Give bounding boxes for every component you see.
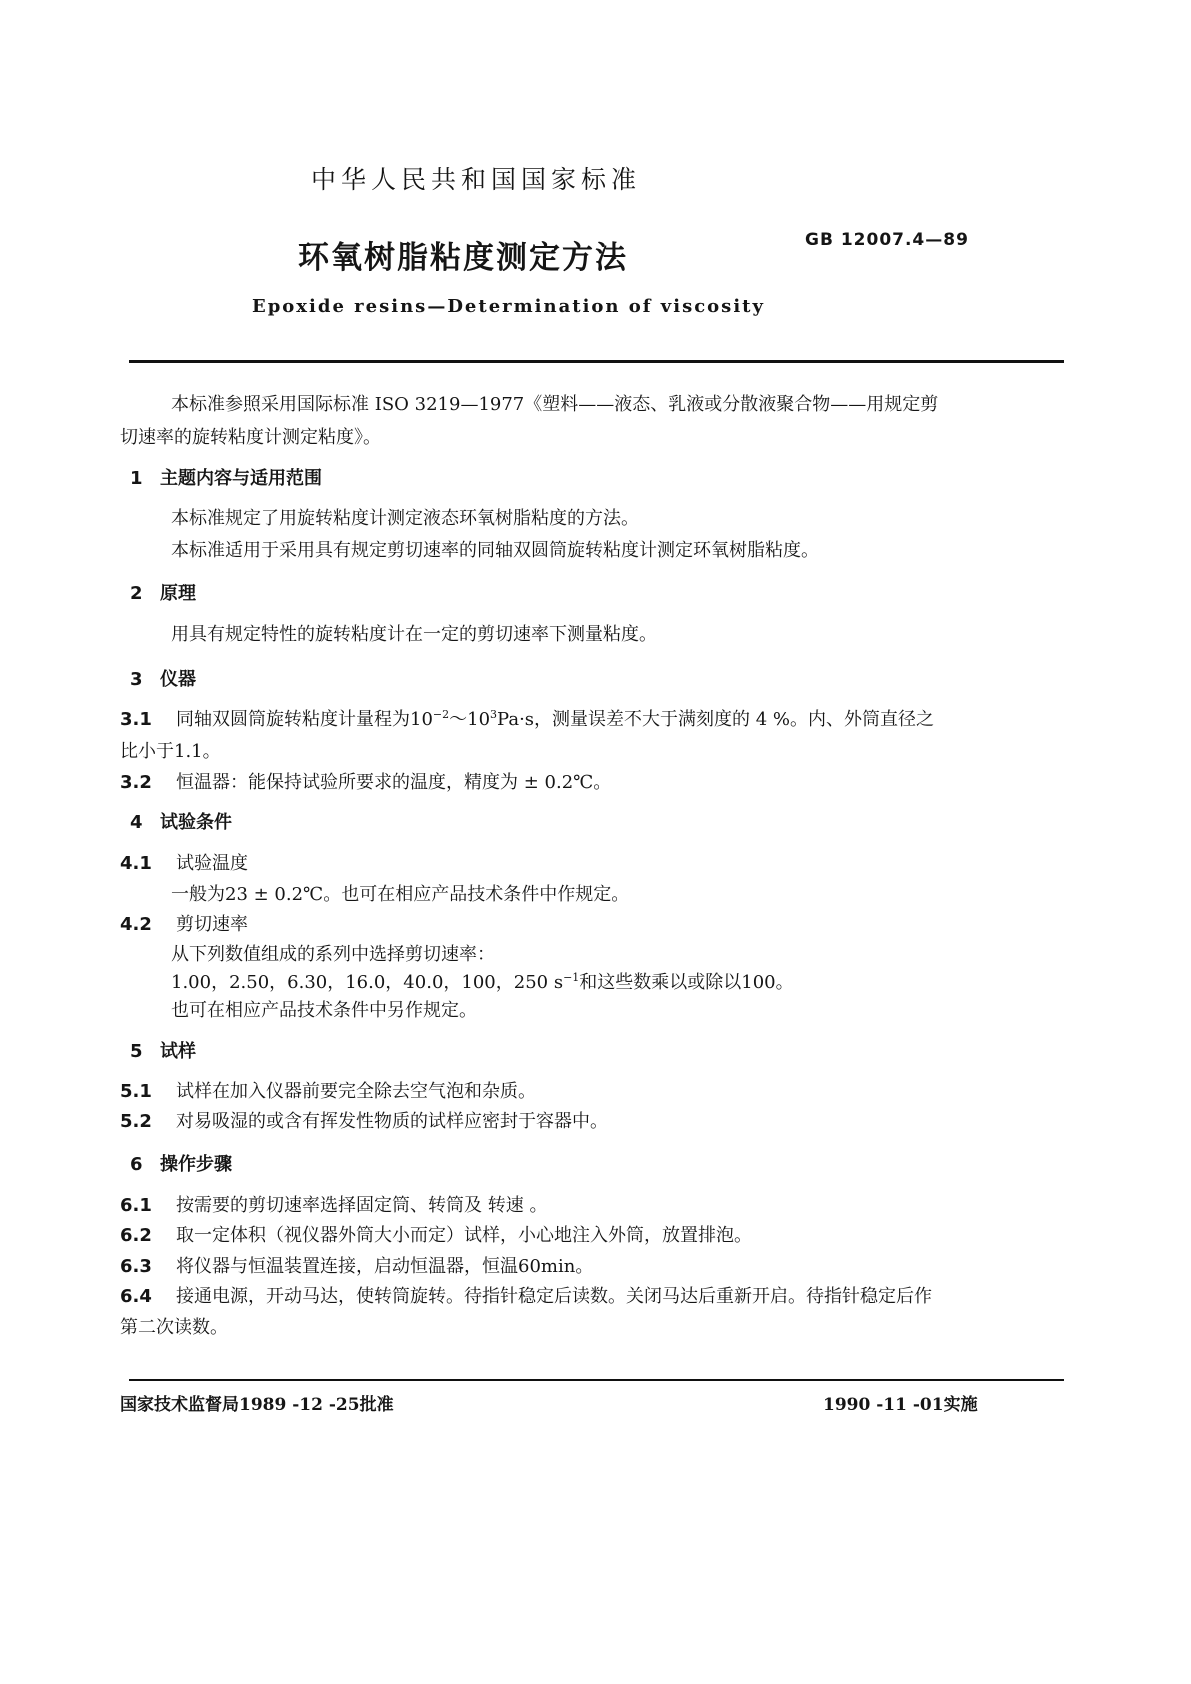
header-rule: [129, 360, 1064, 363]
exponent: −2: [432, 708, 450, 721]
clause-text: Pa·s，测量误差不大于满刻度的 4 %。内、外筒直径之: [497, 709, 935, 730]
section-number: 3: [130, 669, 143, 690]
clause-4-2-line-3: 也可在相应产品技术条件中另作规定。: [171, 1000, 477, 1021]
clause-number: 6.4: [120, 1286, 152, 1307]
document-title-cn: 环氧树脂粘度测定方法: [298, 240, 628, 276]
clause-4-2: [120, 909, 248, 940]
clause-number: 3.1: [120, 709, 152, 730]
clause-text: 试样在加入仪器前要完全除去空气泡和杂质。: [176, 1081, 536, 1102]
section-3-heading: [130, 664, 196, 695]
section-number: 2: [130, 583, 143, 604]
section-1-line-2: 本标准适用于采用具有规定剪切速率的同轴双圆筒旋转粘度计测定环氧树脂粘度。: [171, 540, 819, 561]
clause-number: 6.1: [120, 1195, 152, 1216]
document-title-en: Epoxide resins—Determination of viscosity: [252, 296, 765, 317]
section-number: 4: [130, 812, 143, 833]
clause-text: ～10: [449, 709, 491, 730]
clause-4-2-line-2: [171, 967, 794, 998]
clause-3-1-line-2: 比小于1.1。: [120, 741, 221, 762]
clause-number: 4.1: [120, 853, 152, 874]
clause-4-1: [120, 848, 248, 879]
exponent: 3: [490, 708, 498, 721]
clause-text: 接通电源，开动马达，使转筒旋转。待指针稳定后读数。关闭马达后重新开启。待指针稳定后作: [176, 1286, 932, 1307]
clause-3-2: [120, 767, 611, 798]
section-title: 原理: [160, 583, 196, 604]
clause-6-1: [120, 1190, 547, 1221]
clause-text: 按需要的剪切速率选择固定筒、转筒及 转速 。: [176, 1195, 548, 1216]
clause-title: 剪切速率: [176, 914, 248, 935]
section-number: 6: [130, 1154, 143, 1175]
approval-date: 国家技术监督局1989 -12 -25批准: [120, 1395, 394, 1415]
clause-number: 6.3: [120, 1256, 152, 1277]
clause-5-1: [120, 1076, 536, 1107]
section-2-heading: [130, 578, 196, 609]
section-5-heading: [130, 1036, 196, 1067]
section-6-heading: [130, 1149, 232, 1180]
section-4-heading: [130, 807, 232, 838]
section-title: 试验条件: [160, 812, 232, 833]
national-standard-heading: 中华人民共和国国家标准: [311, 165, 642, 194]
clause-6-3: [120, 1251, 593, 1282]
clause-title: 试验温度: [176, 853, 248, 874]
shear-rate-series: 1.00，2.50，6.30，16.0，40.0，100，250 s: [171, 972, 564, 993]
clause-number: 6.2: [120, 1225, 152, 1246]
section-number: 5: [130, 1041, 143, 1062]
clause-text: 同轴双圆筒旋转粘度计量程为10: [176, 709, 433, 730]
clause-text: 对易吸湿的或含有挥发性物质的试样应密封于容器中。: [176, 1111, 608, 1132]
section-title: 仪器: [160, 669, 196, 690]
effective-date: 1990 -11 -01实施: [823, 1395, 978, 1415]
footer-rule: [129, 1379, 1064, 1381]
clause-number: 3.2: [120, 772, 152, 793]
clause-text: 将仪器与恒温装置连接，启动恒温器，恒温60min。: [176, 1256, 594, 1277]
clause-5-2: [120, 1106, 608, 1137]
section-2-line-1: 用具有规定特性的旋转粘度计在一定的剪切速率下测量粘度。: [171, 624, 657, 645]
section-title: 操作步骤: [160, 1154, 232, 1175]
section-title: 试样: [160, 1041, 196, 1062]
clause-4-2-line-1: 从下列数值组成的系列中选择剪切速率：: [171, 944, 495, 965]
intro-line-2: 切速率的旋转粘度计测定粘度》。: [120, 427, 381, 448]
clause-number: 5.1: [120, 1081, 152, 1102]
clause-6-2: [120, 1220, 752, 1251]
clause-number: 4.2: [120, 914, 152, 935]
clause-3-1: [120, 704, 934, 735]
clause-6-4: [120, 1281, 932, 1312]
clause-6-4-line-2: 第二次读数。: [120, 1317, 228, 1338]
clause-text: 和这些数乘以或除以100。: [579, 972, 794, 993]
section-1-line-1: 本标准规定了用旋转粘度计测定液态环氧树脂粘度的方法。: [171, 508, 639, 529]
clause-number: 5.2: [120, 1111, 152, 1132]
section-1-heading: [130, 463, 322, 494]
intro-line-1: 本标准参照采用国际标准 ISO 3219—1977《塑料——液态、乳液或分散液聚合物——用规定剪: [171, 394, 939, 415]
clause-4-1-text: 一般为23 ± 0.2℃。也可在相应产品技术条件中作规定。: [171, 884, 630, 905]
clause-text: 恒温器：能保持试验所要求的温度，精度为 ± 0.2℃。: [176, 772, 612, 793]
standard-number: GB 12007.4—89: [805, 230, 969, 250]
section-number: 1: [130, 468, 143, 489]
clause-text: 取一定体积（视仪器外筒大小而定）试样，小心地注入外筒，放置排泡。: [176, 1225, 752, 1246]
section-title: 主题内容与适用范围: [160, 468, 322, 489]
exponent: −1: [563, 971, 580, 984]
